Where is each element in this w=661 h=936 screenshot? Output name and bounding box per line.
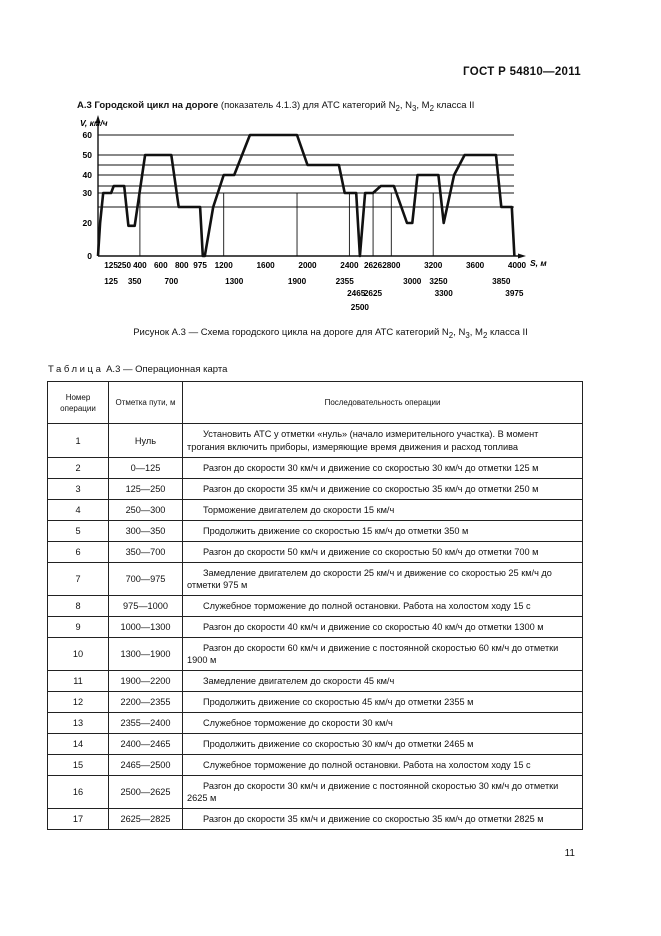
operation-text: Торможение двигателем до скорости 15 км/ч [203, 504, 395, 515]
operation-number-cell: 1 [48, 424, 109, 458]
distance-cell: 2625—2825 [109, 809, 183, 830]
distance-cell: 2465—2500 [109, 755, 183, 776]
distance-cell: 2200—2355 [109, 692, 183, 713]
operation-number-cell: 9 [48, 617, 109, 638]
column-header-operation: Последовательность операции [183, 382, 583, 424]
figure-caption-tail: класса II [487, 327, 528, 338]
x-axis-arrow [518, 254, 526, 259]
reference-lines [98, 135, 514, 207]
x-tick-label: 2800 [382, 261, 401, 270]
y-tick-label: 0 [87, 251, 92, 261]
operation-text: Замедление двигателем до скорости 45 км/ч [203, 675, 395, 686]
table-row [48, 734, 583, 755]
document-code: ГОСТ Р 54810—2011 [463, 66, 581, 78]
operation-text: Служебное торможение до скорости 30 км/ч [203, 717, 393, 728]
column-header-distance: Отметка пути, м [109, 382, 183, 424]
x-event-label: 3250 [429, 277, 448, 286]
operation-cell [183, 638, 583, 671]
operation-number-cell: 15 [48, 755, 109, 776]
y-tick-labels [83, 130, 93, 261]
operation-text: Разгон до скорости 35 км/ч и движение со скоростью 35 км/ч до отметки 2825 м [203, 813, 544, 824]
x-event-label: 3850 [492, 277, 511, 286]
y-tick-label: 30 [82, 188, 92, 198]
y-tick-label: 50 [82, 150, 92, 160]
table-row [48, 671, 583, 692]
x-event-label: 350 [127, 277, 142, 286]
separator: , M [416, 100, 430, 111]
subscript: 2 [395, 103, 400, 113]
operation-cell [183, 671, 583, 692]
x-event-label: 3975 [505, 289, 524, 298]
table-row [48, 617, 583, 638]
operation-number-cell: 14 [48, 734, 109, 755]
distance-cell: 300—350 [109, 521, 183, 542]
table-row [48, 458, 583, 479]
operation-table [47, 381, 583, 830]
x-tick-label: 2400 [340, 261, 359, 270]
page-number: 11 [564, 848, 575, 859]
distance-cell: 700—975 [109, 563, 183, 596]
x-event-label: 2625 [363, 289, 383, 298]
x-tick-label: 250 [117, 261, 132, 270]
operation-number-cell: 13 [48, 713, 109, 734]
table-row [48, 776, 583, 809]
operation-cell [183, 776, 583, 809]
section-title-rest: (показатель 4.1.3) для АТС категорий N [218, 100, 396, 111]
operation-cell [183, 755, 583, 776]
operation-cell [183, 809, 583, 830]
distance-cell: 1900—2200 [109, 671, 183, 692]
x-event-label: 3000 [403, 277, 422, 286]
speed-cycle-chart [76, 112, 566, 318]
table-row [48, 542, 583, 563]
subscript: 2 [448, 330, 454, 340]
x-event-label: 1900 [287, 277, 307, 286]
x-event-label: 1300 [225, 277, 244, 286]
operation-text: Разгон до скорости 60 км/ч и движение с постоянной скоростью 60 км/ч до отметки 1900 м [187, 642, 559, 665]
table-row [48, 692, 583, 713]
table-row [48, 500, 583, 521]
x-tick-label: 975 [193, 261, 207, 270]
separator: , N [399, 100, 412, 111]
operation-number-cell: 16 [48, 776, 109, 809]
operation-cell [183, 424, 583, 458]
operation-cell [183, 521, 583, 542]
table-row [48, 563, 583, 596]
distance-cell: 1300—1900 [109, 638, 183, 671]
x-event-label: 700 [164, 277, 179, 286]
operation-text: Разгон до скорости 30 км/ч и движение с постоянной скоростью 30 км/ч до отметки 2625 м [187, 780, 559, 803]
x-tick-label: 2626 [363, 261, 383, 270]
operation-number-cell: 8 [48, 596, 109, 617]
table-row [48, 713, 583, 734]
y-tick-label: 60 [82, 130, 92, 140]
table-caption [48, 364, 227, 375]
distance-cell: 2400—2465 [109, 734, 183, 755]
x-tick-label: 800 [174, 261, 189, 270]
operation-number-cell: 17 [48, 809, 109, 830]
operation-text: Разгон до скорости 50 км/ч и движение со скоростью 50 км/ч до отметки 700 м [203, 546, 539, 557]
table-body [48, 424, 583, 830]
x-event-label: 2500 [350, 303, 369, 312]
separator: , M [469, 327, 483, 338]
separator: , N [453, 327, 466, 338]
distance-cell: 125—250 [109, 479, 183, 500]
subscript: 2 [482, 330, 488, 340]
table-row [48, 424, 583, 458]
operation-text: Служебное торможение до полной остановки. Работа на холостом ходу 15 с [203, 759, 531, 770]
table-caption-label: Таблица [48, 364, 104, 375]
table-row [48, 755, 583, 776]
operation-cell [183, 713, 583, 734]
table-header-row [48, 382, 583, 424]
vertical-gridlines [140, 193, 433, 256]
table-caption-text: А.3 — Операционная карта [103, 364, 228, 375]
x-tick-label: 1200 [214, 261, 233, 270]
chart-axes [96, 115, 527, 259]
operation-cell [183, 596, 583, 617]
operation-cell [183, 458, 583, 479]
figure-caption-text: Рисунок А.3 — Схема городского цикла на дороге для АТС категорий N [133, 327, 449, 338]
distance-cell: 350—700 [109, 542, 183, 563]
operation-cell [183, 479, 583, 500]
distance-cell: Нуль [109, 424, 183, 458]
distance-cell: 2500—2625 [109, 776, 183, 809]
table-row [48, 596, 583, 617]
operation-number-cell: 3 [48, 479, 109, 500]
operation-text: Продолжить движение со скоростью 15 км/ч до отметки 350 м [203, 525, 469, 536]
operation-number-cell: 4 [48, 500, 109, 521]
x-event-label: 3300 [434, 289, 453, 298]
operation-text: Замедление двигателем до скорости 25 км/ч и движение со скоростью 25 км/ч до отметки 975 м [187, 567, 552, 590]
column-header-number: Номер операции [48, 382, 109, 424]
operation-text: Продолжить движение со скоростью 30 км/ч до отметки 2465 м [203, 738, 474, 749]
subscript: 2 [429, 103, 435, 113]
distance-cell: 1000—1300 [109, 617, 183, 638]
operation-number-cell: 12 [48, 692, 109, 713]
section-title-bold: А.3 Городской цикл на дороге [77, 100, 219, 111]
operation-number-cell: 2 [48, 458, 109, 479]
x-tick-labels-bottom [104, 277, 524, 312]
operation-text: Установить АТС у отметки «нуль» (начало измерительного участка). В момент трогания включить приборы, измеряющие время движения и расход топлива [187, 429, 539, 452]
operation-number-cell: 11 [48, 671, 109, 692]
operation-cell [183, 692, 583, 713]
operation-cell [183, 500, 583, 521]
x-tick-label: 3200 [424, 261, 443, 270]
operation-text: Разгон до скорости 40 км/ч и движение со скоростью 40 км/ч до отметки 1300 м [203, 621, 544, 632]
operation-number-cell: 10 [48, 638, 109, 671]
operation-cell [183, 542, 583, 563]
x-event-label: 125 [104, 277, 118, 286]
operation-number-cell: 6 [48, 542, 109, 563]
x-event-label: 2465 [347, 289, 366, 298]
operation-cell [183, 563, 583, 596]
figure-caption [0, 327, 661, 340]
x-event-label: 2355 [335, 277, 354, 286]
x-tick-label: 4000 [507, 261, 527, 270]
operation-text: Разгон до скорости 30 км/ч и движение со скоростью 30 км/ч до отметки 125 м [203, 462, 539, 473]
operation-cell [183, 734, 583, 755]
section-title-tail: класса II [434, 100, 475, 111]
table-row [48, 521, 583, 542]
y-tick-label: 40 [82, 170, 92, 180]
distance-cell: 250—300 [109, 500, 183, 521]
operation-number-cell: 7 [48, 563, 109, 596]
distance-cell: 0—125 [109, 458, 183, 479]
x-tick-label: 2000 [298, 261, 317, 270]
x-tick-label: 3600 [465, 261, 485, 270]
x-tick-label: 1600 [256, 261, 275, 270]
section-title [77, 100, 474, 113]
y-axis-label: V, км/ч [80, 118, 108, 128]
x-tick-label: 125 [104, 261, 118, 270]
operation-cell [183, 617, 583, 638]
operation-text: Продолжить движение со скоростью 45 км/ч до отметки 2355 м [203, 696, 474, 707]
subscript: 3 [465, 330, 470, 340]
subscript: 3 [412, 103, 417, 113]
table-row [48, 638, 583, 671]
table-row [48, 479, 583, 500]
operation-text: Служебное торможение до полной остановки. Работа на холостом ходу 15 с [203, 600, 531, 611]
operation-text: Разгон до скорости 35 км/ч и движение со скоростью 35 км/ч до отметки 250 м [203, 483, 539, 494]
x-tick-labels-top [104, 261, 526, 270]
table-row [48, 809, 583, 830]
x-tick-label: 600 [154, 261, 168, 270]
x-tick-label: 400 [133, 261, 147, 270]
speed-profile-line [98, 135, 514, 256]
x-axis-label: S, м [530, 258, 547, 268]
y-tick-label: 20 [82, 218, 92, 228]
distance-cell: 2355—2400 [109, 713, 183, 734]
operation-number-cell: 5 [48, 521, 109, 542]
distance-cell: 975—1000 [109, 596, 183, 617]
